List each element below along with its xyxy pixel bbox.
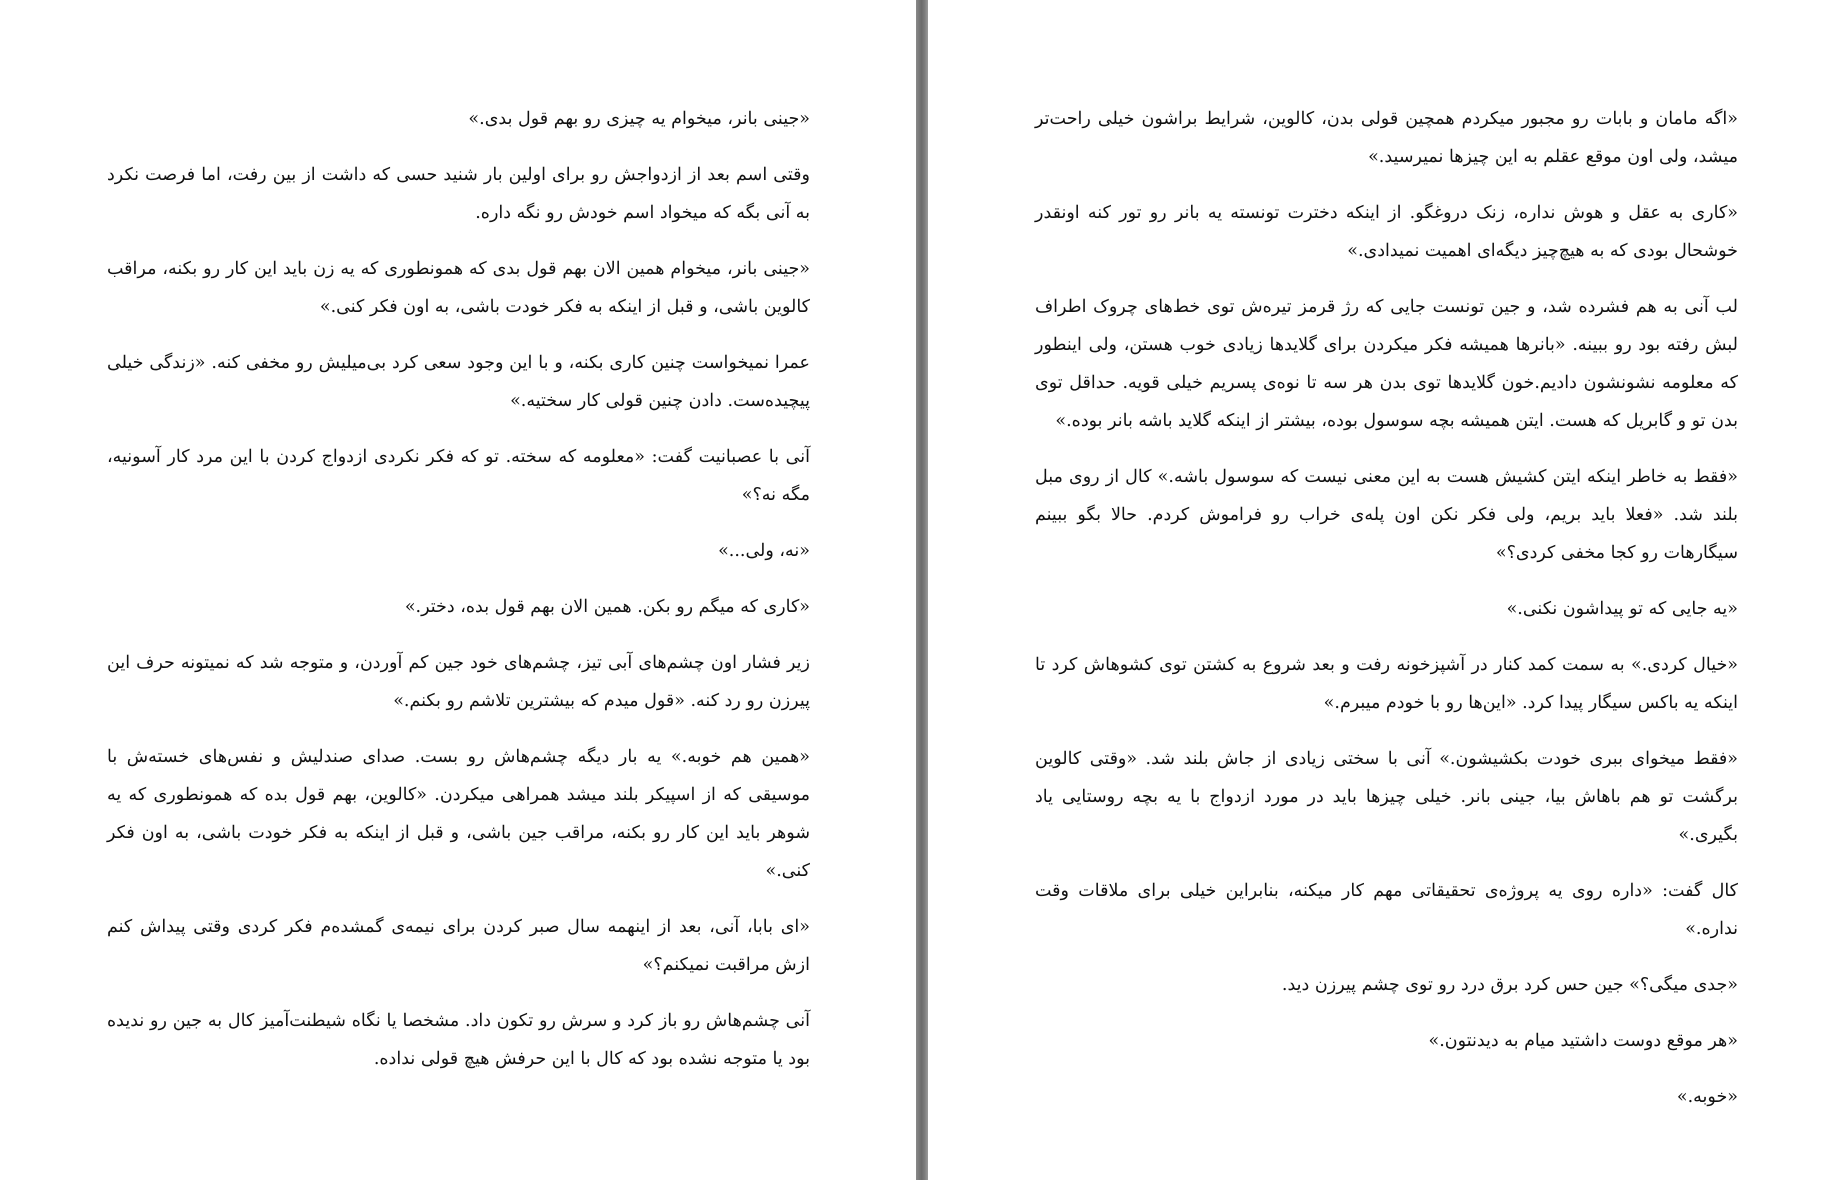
paragraph: «خیال کردی.» به سمت کمد کنار در آشپزخونه رفت و بعد شروع به کشتن توی کشوهاش کرد تا اینکه یه باکس سیگار پیدا کرد. «این‌ها رو با خودم میبرم.»: [1035, 655, 1738, 713]
page-gutter: [916, 0, 928, 1180]
paragraph: «کاری که میگم رو بکن. همین الان بهم قول بده، دختر.»: [404, 597, 810, 617]
paragraph: «اگه مامان و بابات رو مجبور میکردم همچین قولی بدن، کالوین، شرایط براشون خیلی راحت‌تر میشد، ولی اون موقع عقلم به این چیزها نمیرسید.»: [1035, 109, 1738, 167]
paragraph: وقتی اسم بعد از ازدواجش رو برای اولین بار شنید حسی که داشت از بین رفت، اما فرصت نکرد به آنی بگه که میخواد اسم خودش رو نگه داره.: [107, 165, 810, 223]
paragraph: «یه جایی که تو پیداشون نکنی.»: [1506, 599, 1738, 619]
left-page-text: [107, 100, 810, 1096]
paragraph: آنی با عصبانیت گفت: «معلومه که سخته. تو که فکر نکردی ازدواج کردن با این مرد کار آسونیه، مگه نه؟»: [107, 447, 810, 505]
paragraph: «خوبه.»: [1676, 1087, 1738, 1107]
paragraph: لب آنی به هم فشرده شد، و جین تونست جایی که رژ قرمز تیره‌ش توی خط‌های چروک اطراف لبش رفته بود رو ببینه. «بانرها همیشه فکر میکردن برای گلایدها زیادی خوب هستن، ولی اینطور که معلومه نشونشون دادیم.خون گلایدها توی بدن هر سه تا نوه‌ی پسریم خیلی قویه. حداقل توی بدن تو و گابریل که هست. ایتن همیشه بچه سوسول بوده، بیشتر از اینکه گلاید باشه بانر بوده.»: [1035, 297, 1738, 431]
paragraph: زیر فشار اون چشم‌های آبی تیز، چشم‌های خود جین کم آوردن، و متوجه شد که نمیتونه حرف این پیرزن رو رد کنه. «قول میدم که بیشترین تلاشم رو بکنم.»: [107, 653, 810, 711]
paragraph: «نه، ولی...»: [718, 541, 810, 561]
paragraph: «ای بابا، آنی، بعد از اینهمه سال صبر کردن برای نیمه‌ی گمشده‌م فکر کردی وقتی پیداش کنم ازش مراقبت نمیکنم؟»: [107, 917, 810, 975]
paragraph: «هر موقع دوست داشتید میام به دیدنتون.»: [1428, 1031, 1738, 1051]
paragraph: «جینی بانر، میخوام همین الان بهم قول بدی که همونطوری که یه زن باید این کار رو بکنه، مراقب کالوین باشی، و قبل از اینکه به فکر خودت باشی، به اون فکر کنی.»: [107, 259, 810, 317]
paragraph: «همین هم خوبه.» یه بار دیگه چشم‌هاش رو بست. صدای صندلیش و نفس‌های خسته‌ش با موسیقی که از اسپیکر بلند میشد همراهی میکردن. «کالوین، بهم قول بده که همونطوری که یه شوهر باید این کار رو بکنه، مراقب جین باشی، و قبل از اینکه به فکر خودت باشی، به اون فکر کنی.»: [107, 747, 810, 881]
paragraph: «فقط میخوای ببری خودت بکشیشون.» آنی با سختی زیادی از جاش بلند شد. «وقتی کالوین برگشت تو هم باهاش بیا، جینی بانر. خیلی چیزها باید در مورد ازدواج با یه بچه روستایی یاد بگیری.»: [1035, 749, 1738, 845]
paragraph: «فقط به خاطر اینکه ایتن کشیش هست به این معنی نیست که سوسول باشه.» کال از روی مبل بلند شد. «فعلا باید بریم، ولی فکر نکن اون پله‌ی خراب رو فراموش کردم. حالا بگو ببینم سیگارهات رو کجا مخفی کردی؟»: [1035, 467, 1738, 563]
paragraph: عمرا نمیخواست چنین کاری بکنه، و با این وجود سعی کرد بی‌میلیش رو مخفی کنه. «زندگی خیلی پیچیده‌ست. دادن چنین قولی کار سختیه.»: [107, 353, 810, 411]
right-page-text: [1035, 100, 1738, 1134]
paragraph: آنی چشم‌هاش رو باز کرد و سرش رو تکون داد. مشخصا یا نگاه شیطنت‌آمیز کال به جین رو ندیده بود یا متوجه نشده بود که کال با این حرفش هیچ قولی نداده.: [107, 1011, 810, 1069]
paragraph: «جدی میگی؟» جین حس کرد برق درد رو توی چشم پیرزن دید.: [1281, 975, 1738, 995]
paragraph: «کاری به عقل و هوش نداره، زنک دروغگو. از اینکه دخترت تونسته یه بانر رو تور کنه اونقدر خوشحال بودی که به هیچ‌چیز دیگه‌ای اهمیت نمیدادی.»: [1035, 203, 1738, 261]
paragraph: «جینی بانر، میخوام یه چیزی رو بهم قول بدی.»: [468, 109, 810, 129]
left-page: [0, 0, 916, 1180]
paragraph: کال گفت: «داره روی یه پروژه‌ی تحقیقاتی مهم کار میکنه، بنابراین خیلی برای ملاقات وقت نداره.»: [1035, 881, 1738, 939]
right-page: [928, 0, 1843, 1180]
